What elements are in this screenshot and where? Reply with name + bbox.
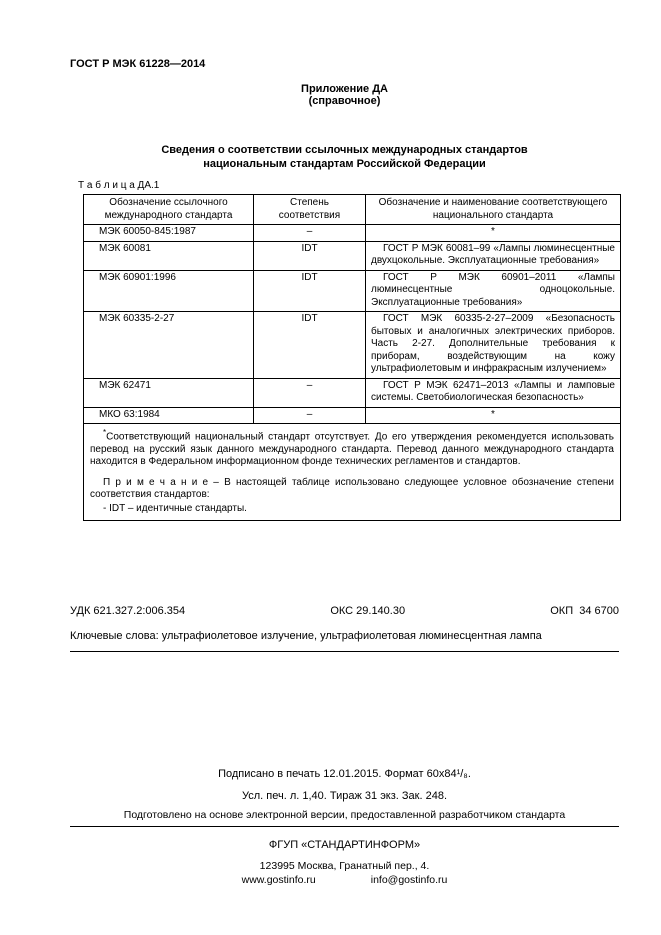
- cell-intl-standard: МКО 63:1984: [84, 407, 254, 424]
- table-row: [84, 407, 621, 424]
- okp-code: ОКП 34 6700: [550, 605, 619, 618]
- table-row: [84, 225, 621, 242]
- imprint-print-run: Усл. печ. л. 1,40. Тираж 31 экз. Зак. 248.: [241, 790, 447, 803]
- col-header-national-standard: Обозначение и наименование соответствующего национального стандарта: [366, 195, 621, 225]
- cell-intl-standard: МЭК 62471: [84, 378, 254, 407]
- table-footnote-row: [84, 424, 621, 521]
- divider-line: [70, 651, 619, 652]
- cell-degree: IDT: [254, 241, 366, 270]
- footnote-marker: *: [103, 428, 107, 437]
- publisher-block: [70, 839, 619, 886]
- cell-intl-standard: МЭК 60050-845:1987: [84, 225, 254, 242]
- cell-degree: –: [254, 407, 366, 424]
- table-footnote: [90, 427, 614, 469]
- cell-intl-standard: МЭК 60335-2-27: [84, 312, 254, 379]
- cell-national-standard: ГОСТ Р МЭК 62471–2013 «Лампы и ламповые системы. Светобиологическая безопасность»: [366, 378, 621, 407]
- table-label: Т а б л и ц а ДА.1: [78, 180, 160, 191]
- correspondence-table: [83, 194, 621, 521]
- publisher-website: www.gostinfo.ru: [241, 874, 316, 887]
- section-title-line2: национальным стандартам Российской Федерации: [203, 158, 486, 170]
- imprint-print-date: Подписано в печать 12.01.2015. Формат 60х84¹/₈.: [218, 768, 471, 781]
- table-note: П р и м е ч а н и е – В настоящей таблице использовано следующее условное обозначение степени соответствия стандартов:: [90, 476, 614, 501]
- appendix-kind: (справочное): [308, 95, 381, 107]
- imprint-prepared-note: Подготовлено на основе электронной версии, предоставленной разработчиком стандарта: [123, 809, 566, 822]
- cell-degree: –: [254, 225, 366, 242]
- section-title-line1: Сведения о соответствии ссылочных международных стандартов: [161, 144, 528, 156]
- footnote-text: Соответствующий национальный стандарт отсутствует. До его утверждения рекомендуется использовать перевод на русский язык данного международного стандарта. Перевод данного международного стандарта находится в Федеральном информационном фонде технических регламентов и стандартов.: [90, 431, 614, 468]
- imprint-block: [70, 768, 619, 821]
- cell-degree: –: [254, 378, 366, 407]
- table-row: [84, 312, 621, 379]
- cell-national-standard: ГОСТ Р МЭК 60901–2011 «Лампы люминесцентные одноцокольные. Эксплуатационные требования»: [366, 270, 621, 312]
- table-note-item: - IDT – идентичные стандарты.: [103, 502, 247, 514]
- cell-national-standard: ГОСТ Р МЭК 60081–99 «Лампы люминесцентные двухцокольные. Эксплуатационные требования»: [366, 241, 621, 270]
- publisher-address: 123995 Москва, Гранатный пер., 4.: [259, 860, 430, 873]
- cell-national-standard: *: [366, 225, 621, 242]
- appendix-label: Приложение ДА: [301, 83, 388, 95]
- table-row: [84, 378, 621, 407]
- cell-degree: IDT: [254, 312, 366, 379]
- cell-intl-standard: МЭК 60901:1996: [84, 270, 254, 312]
- divider-line: [70, 826, 619, 827]
- publisher-email: info@gostinfo.ru: [370, 874, 448, 887]
- table-row: [84, 241, 621, 270]
- table-footnote-cell: [84, 424, 621, 521]
- col-header-international-standard: Обозначение ссылочного международного стандарта: [84, 195, 254, 225]
- publisher-name: ФГУП «СТАНДАРТИНФОРМ»: [268, 839, 421, 852]
- cell-national-standard: ГОСТ МЭК 60335-2-27–2009 «Безопасность бытовых и аналогичных электрических приборов. Часть 2-27. Дополнительные требования к приборам, воздействующим на кожу ультрафиолетовым и инфракрасным излучением»: [366, 312, 621, 379]
- classification-codes: [70, 605, 619, 617]
- doc-code: ГОСТ Р МЭК 61228—2014: [70, 58, 206, 70]
- cell-national-standard: *: [366, 407, 621, 424]
- udk-code: УДК 621.327.2:006.354: [70, 605, 186, 618]
- cell-intl-standard: МЭК 60081: [84, 241, 254, 270]
- table-header-row: [84, 195, 621, 225]
- publisher-contacts: [70, 874, 619, 886]
- table-row: [84, 270, 621, 312]
- section-title: [70, 143, 619, 171]
- oks-code: ОКС 29.140.30: [330, 605, 406, 618]
- col-header-degree: Степень соответствия: [254, 195, 366, 225]
- cell-degree: IDT: [254, 270, 366, 312]
- keywords-line: Ключевые слова: ультрафиолетовое излучение, ультрафиолетовая люминесцентная лампа: [70, 630, 542, 643]
